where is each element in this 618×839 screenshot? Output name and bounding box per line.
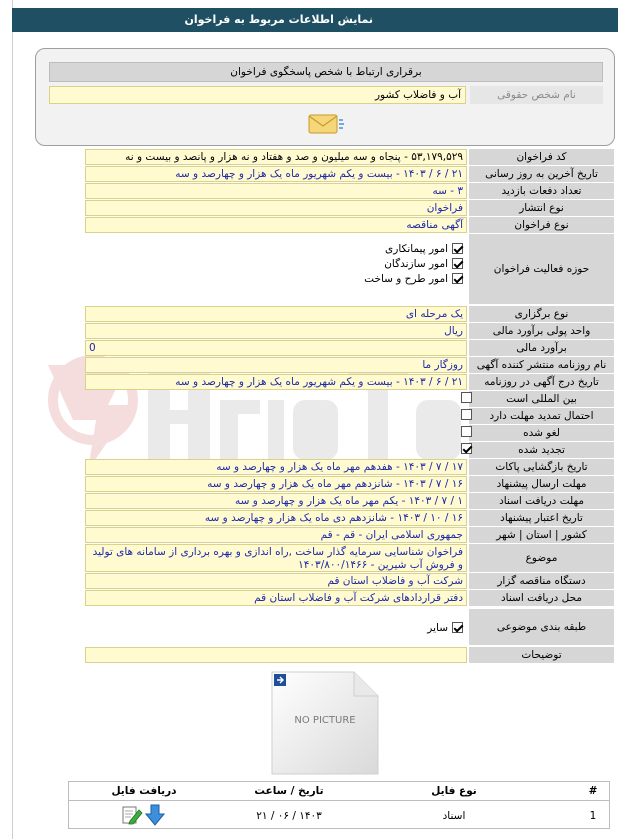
validity-value: ۱۶ / ۱۰ / ۱۴۰۳ - شانزدهم دی ماه یک هزار و چهارصد و سه xyxy=(85,510,467,526)
row-submit xyxy=(85,475,615,493)
subject-label: موضوع xyxy=(468,543,615,573)
activity-item[interactable]: امور طرح و ساخت xyxy=(85,271,463,286)
notes-label: توضیحات xyxy=(468,646,615,664)
estimate-label: برآورد مالی xyxy=(468,339,615,357)
row-type: اسناد xyxy=(442,810,466,822)
row-extend xyxy=(85,407,615,425)
submit-value: ۱۶ / ۷ / ۱۴۰۳ - شانزدهم مهر ماه یک هزار و چهارصد و سه xyxy=(85,476,467,492)
row-intl xyxy=(85,390,615,408)
row-newspaper xyxy=(85,356,615,374)
holding-value: یک مرحله ای xyxy=(85,306,467,322)
activity-label: حوزه فعالیت فراخوان xyxy=(468,233,615,305)
intl-checkbox[interactable] xyxy=(461,392,472,403)
updated-label: تاریخ آخرین به روز رسانی xyxy=(468,165,615,183)
row-renewed xyxy=(85,441,615,459)
row-paperdate xyxy=(85,373,615,391)
paperdate-value: ۲۱ / ۶ / ۱۴۰۳ - بیست و یکم شهریور ماه یک هزار و چهارصد و سه xyxy=(85,374,467,390)
extend-label: احتمال تمدید مهلت دارد xyxy=(468,407,615,425)
opening-label: تاریخ بازگشایی پاکات xyxy=(468,458,615,476)
row-updated xyxy=(85,165,615,183)
org-label: دستگاه مناقصه گزار xyxy=(468,572,615,590)
col-type-header: نوع فایل xyxy=(431,785,477,797)
legal-entity-value: آب و فاضلاب کشور xyxy=(49,86,466,104)
extend-checkbox[interactable] xyxy=(461,409,472,420)
activity-item[interactable]: امور پیمانکاری xyxy=(85,241,463,256)
row-notes xyxy=(85,646,615,664)
edit-document-icon[interactable] xyxy=(121,805,143,825)
renewed-checkbox[interactable] xyxy=(461,443,472,454)
location-value: جمهوری اسلامی ایران - قم - قم xyxy=(85,527,467,543)
checkbox-checked-icon[interactable] xyxy=(452,622,463,633)
submit-label: مهلت ارسال پیشنهاد xyxy=(468,475,615,493)
currency-value: ریال xyxy=(85,323,467,339)
paperdate-label: تاریخ درج آگهی در روزنامه xyxy=(468,373,615,391)
category-list xyxy=(85,608,467,646)
checkbox-checked-icon[interactable] xyxy=(452,258,463,269)
row-opening xyxy=(85,458,615,476)
notes-value xyxy=(85,647,467,663)
checkbox-checked-icon[interactable] xyxy=(452,273,463,284)
row-org xyxy=(85,572,615,590)
org-value: شرکت آب و فاضلاب استان قم xyxy=(85,573,467,589)
row-date: ۱۴۰۳ / ۰۶ / ۲۱ xyxy=(256,810,322,822)
receive-label: مهلت دریافت اسناد xyxy=(468,492,615,510)
legal-entity-label: نام شخص حقوقی xyxy=(470,86,603,104)
row-receive xyxy=(85,492,615,510)
row-estimate xyxy=(85,339,615,357)
row-visits xyxy=(85,182,615,200)
row-cancel xyxy=(85,424,615,442)
currency-label: واحد پولی برآورد مالی xyxy=(468,322,615,340)
contact-header: برقراری ارتباط با شخص پاسخگوی فراخوان xyxy=(49,62,603,82)
code-label: کد فراخوان xyxy=(468,148,615,166)
envelope-icon[interactable] xyxy=(306,112,344,136)
cancel-label: لغو شده xyxy=(468,424,615,442)
col-num-header: # xyxy=(588,785,598,797)
category-label: طبقه بندی موضوعی xyxy=(468,608,615,646)
renewed-label: تجدید شده xyxy=(468,441,615,459)
download-arrow-icon[interactable] xyxy=(145,804,165,826)
updated-value: ۲۱ / ۶ / ۱۴۰۳ - بیست و یکم شهریور ماه یک هزار و چهارصد و سه xyxy=(85,166,467,182)
checkbox-checked-icon[interactable] xyxy=(452,243,463,254)
row-activity xyxy=(85,233,615,305)
row-currency xyxy=(85,322,615,340)
row-docplace xyxy=(85,589,615,607)
row-holding xyxy=(85,305,615,323)
row-calltype xyxy=(85,216,615,234)
subject-value: فراخوان شناسایی سرمایه گذار ساخت ,راه اندازی و بهره برداری از سامانه های تولید و فروش آب شیرین - ۱۴۰۳/۸۰۰/۱۴۶۶ xyxy=(85,544,467,572)
visits-value: ۳ - سه xyxy=(85,183,467,199)
opening-value: ۱۷ / ۷ / ۱۴۰۳ - هفدهم مهر ماه یک هزار و چهارصد و سه xyxy=(85,459,467,475)
validity-label: تاریخ اعتبار پیشنهاد xyxy=(468,509,615,527)
estimate-value: 0 xyxy=(85,340,467,356)
col-date-header: تاریخ / ساعت xyxy=(254,785,324,797)
row-pubtype xyxy=(85,199,615,217)
no-picture-text: NO PICTURE xyxy=(294,715,356,726)
visits-label: تعداد دفعات بازدید xyxy=(468,182,615,200)
activity-item[interactable]: امور سازندگان xyxy=(85,256,463,271)
newspaper-value: روزگار ما xyxy=(85,357,467,373)
newspaper-label: نام روزنامه منتشر کننده آگهی xyxy=(468,356,615,374)
col-download-header: دریافت فایل xyxy=(111,785,177,797)
row-code xyxy=(85,148,615,166)
cancel-checkbox[interactable] xyxy=(461,426,472,437)
page-title: نمایش اطلاعات مربوط به فراخوان xyxy=(12,8,618,32)
docplace-value: دفتر قراردادهای شرکت آب و فاضلاب استان قم xyxy=(85,590,467,606)
receive-value: ۱ / ۷ / ۱۴۰۳ - یکم مهر ماه یک هزار و چهارصد و سه xyxy=(85,493,467,509)
files-table xyxy=(68,781,610,829)
intl-label: بین المللی است xyxy=(468,390,615,408)
row-num: 1 xyxy=(589,810,597,822)
docplace-label: محل دریافت اسناد xyxy=(468,589,615,607)
location-label: کشور | استان | شهر xyxy=(468,526,615,544)
category-item[interactable]: سایر xyxy=(85,620,463,635)
no-picture-placeholder xyxy=(270,670,380,776)
row-validity xyxy=(85,509,615,527)
code-value: ۵۳,۱۷۹,۵۲۹ - پنجاه و سه میلیون و صد و هفتاد و نه هزار و پانصد و بیست و نه xyxy=(85,149,467,165)
activity-list xyxy=(85,233,467,305)
calltype-label: نوع فراخوان xyxy=(468,216,615,234)
row-subject xyxy=(85,543,615,573)
pubtype-value: فراخوان xyxy=(85,200,467,216)
header-divider xyxy=(69,800,609,801)
row-category xyxy=(85,608,615,646)
calltype-value: آگهی مناقصه xyxy=(85,217,467,233)
pubtype-label: نوع انتشار xyxy=(468,199,615,217)
holding-label: نوع برگزاری xyxy=(468,305,615,323)
row-location xyxy=(85,526,615,544)
